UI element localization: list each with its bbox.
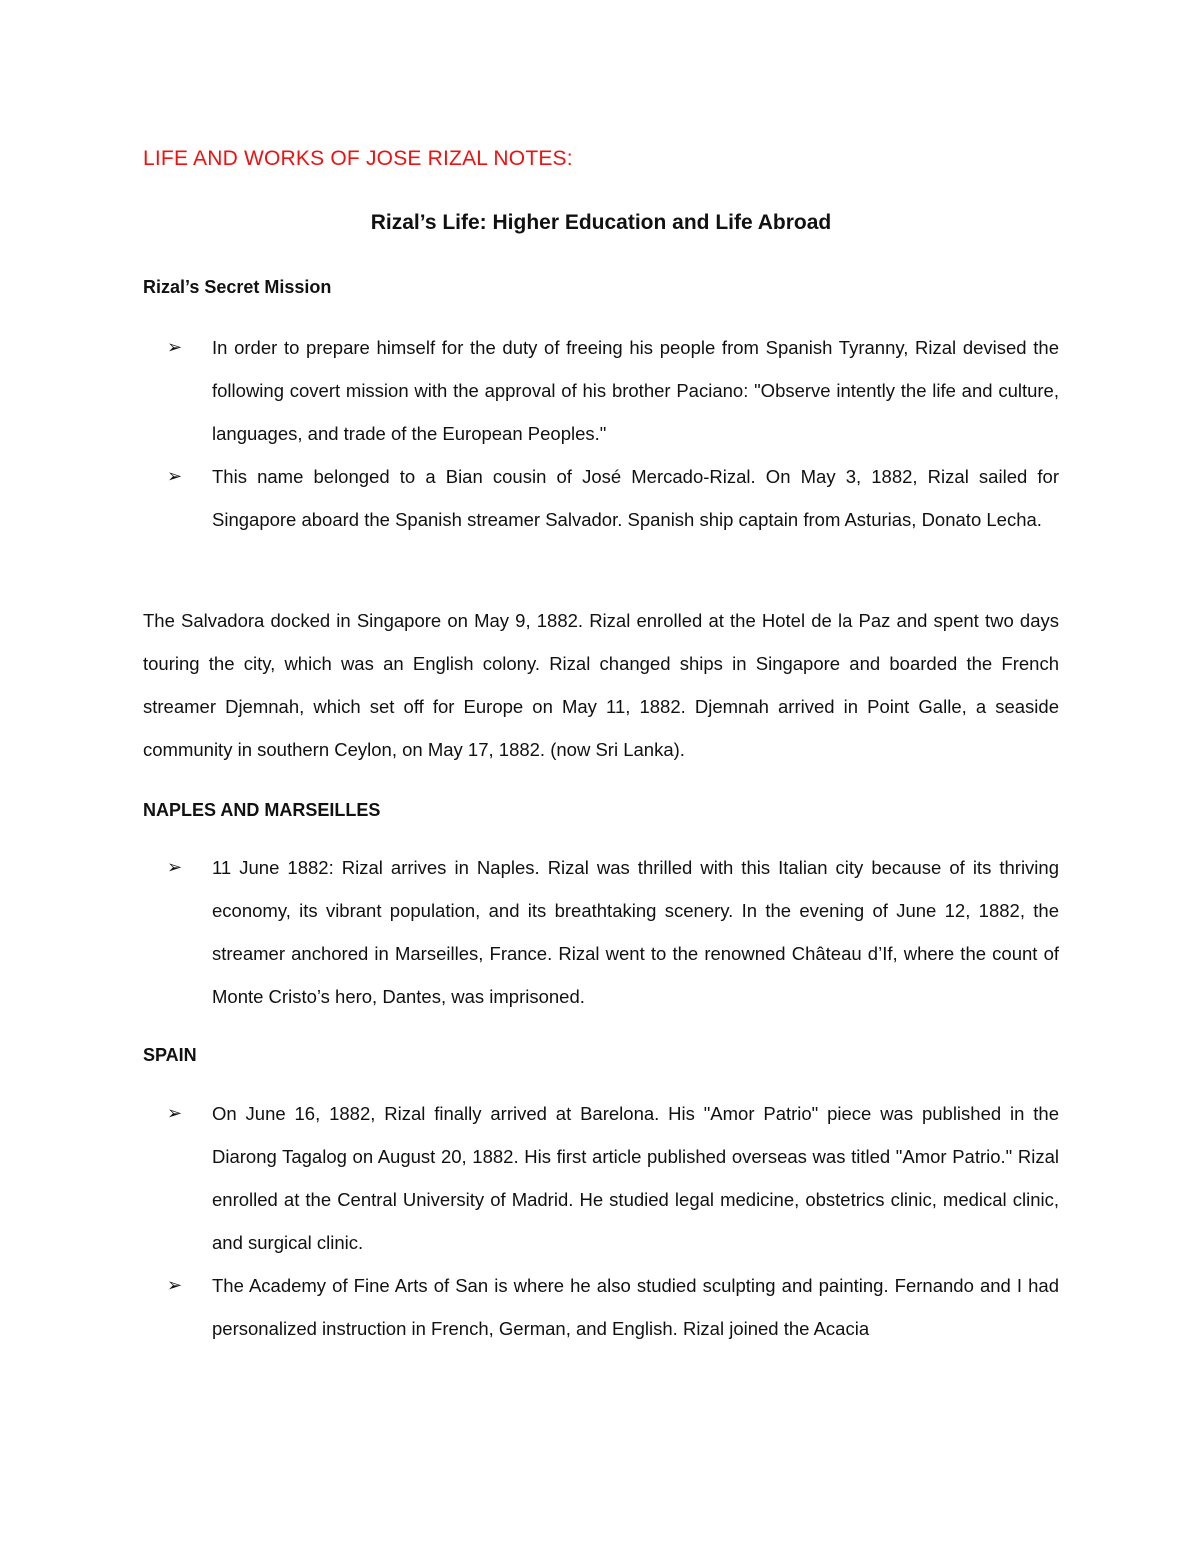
spain-bullet-list: [167, 1092, 1059, 1350]
arrowhead-bullet-icon: ➢: [167, 337, 183, 357]
document-subtitle: Rizal’s Life: Higher Education and Life Abroad: [370, 211, 832, 234]
bullet-item: [167, 326, 1059, 455]
bullet-text: 11 June 1882: Rizal arrives in Naples. Rizal was thrilled with this Italian city because of its thriving economy, its vibrant population, and its breathtaking scenery. In the evening of June 12, 1882, the streamer anchored in Marseilles, France. Rizal went to the renowned Château d’If, where the count of Monte Cristo’s hero, Dantes, was imprisoned.: [212, 857, 1059, 1007]
document-page: [143, 0, 1059, 1553]
section-heading-spain: SPAIN: [143, 1045, 197, 1065]
bullet-item: [167, 455, 1059, 541]
bullet-item: [167, 1092, 1059, 1264]
secret-mission-bullet-list: [167, 326, 1059, 541]
document-title: LIFE AND WORKS OF JOSE RIZAL NOTES:: [143, 147, 573, 170]
bullet-item: [167, 846, 1059, 1018]
bullet-text: On June 16, 1882, Rizal finally arrived at Barelona. His "Amor Patrio" piece was published in the Diarong Tagalog on August 20, 1882. His first article published overseas was titled "Amor Patrio." Rizal enrolled at the Central University of Madrid. He studied legal medicine, obstetrics clinic, medical clinic, and surgical clinic.: [212, 1103, 1059, 1253]
bullet-text: This name belonged to a Bian cousin of José Mercado-Rizal. On May 3, 1882, Rizal sailed for Singapore aboard the Spanish streamer Salvador. Spanish ship captain from Asturias, Donato Lecha.: [212, 466, 1059, 530]
arrowhead-bullet-icon: ➢: [167, 466, 183, 486]
body-paragraph-singapore: The Salvadora docked in Singapore on May 9, 1882. Rizal enrolled at the Hotel de la Paz and spent two days touring the city, which was an English colony. Rizal changed ships in Singapore and boarded the French streamer Djemnah, which set off for Europe on May 11, 1882. Djemnah arrived in Point Galle, a seaside community in southern Ceylon, on May 17, 1882. (now Sri Lanka).: [143, 610, 1059, 760]
bullet-text: The Academy of Fine Arts of San is where he also studied sculpting and painting. Fernando and I had personalized instruction in French, German, and English. Rizal joined the Acacia: [212, 1275, 1059, 1339]
arrowhead-bullet-icon: ➢: [167, 857, 183, 877]
arrowhead-bullet-icon: ➢: [167, 1103, 183, 1123]
arrowhead-bullet-icon: ➢: [167, 1275, 183, 1295]
bullet-item: [167, 1264, 1059, 1350]
bullet-text: In order to prepare himself for the duty of freeing his people from Spanish Tyranny, Rizal devised the following covert mission with the approval of his brother Paciano: "Observe intently the life and culture, languages, and trade of the European Peoples.": [212, 337, 1059, 444]
section-heading-secret-mission: Rizal’s Secret Mission: [143, 277, 332, 297]
naples-marseilles-bullet-list: [167, 846, 1059, 1018]
section-heading-naples-marseilles: NAPLES AND MARSEILLES: [143, 800, 381, 820]
